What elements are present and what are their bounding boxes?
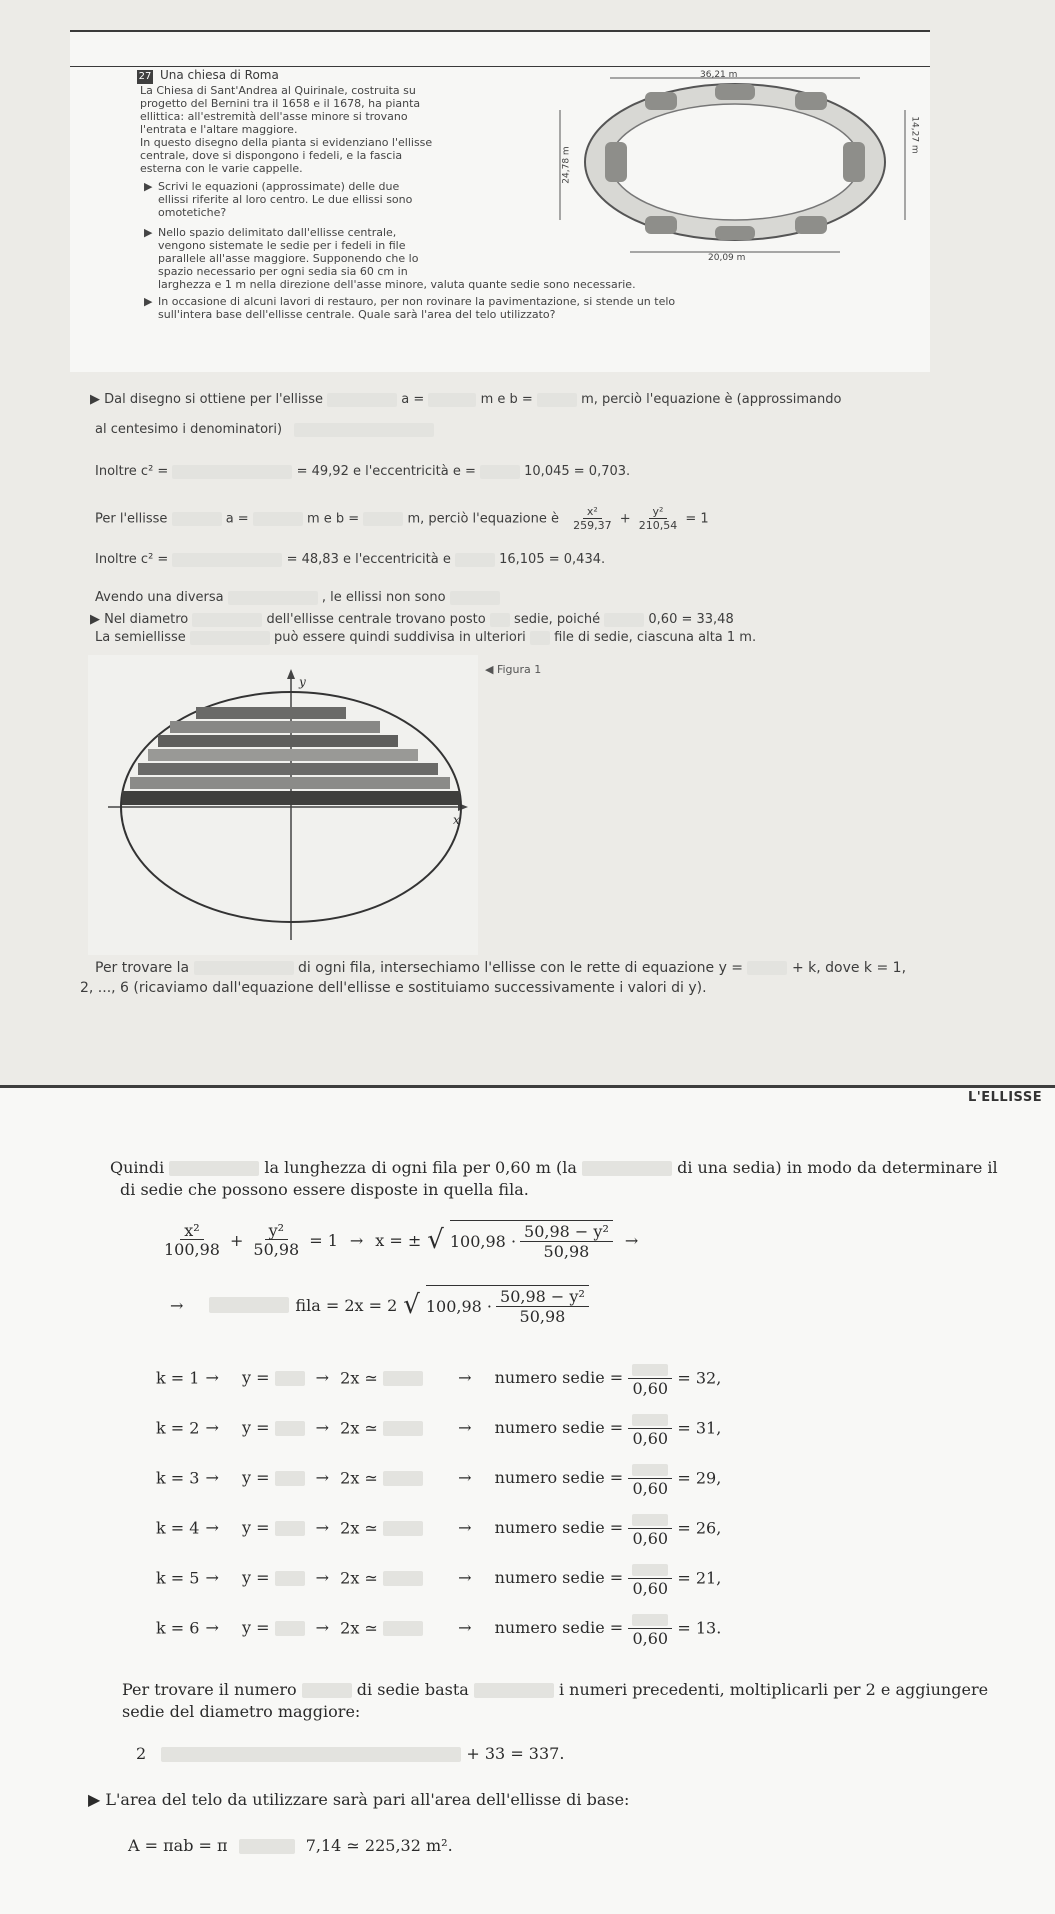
sum-line [136,1744,564,1763]
blank-field [632,1464,668,1476]
blank-field [228,591,318,605]
solution-text: m e b = [480,392,533,407]
seats-label: numero sedie = [494,1518,624,1538]
plan-dimension-right: 14,27 m [909,116,920,154]
arrow-icon: → [205,1618,219,1638]
fraction: $\frac{\text{y²}}{50,98}$ [253,1220,300,1260]
fraction: $\frac{\text{x²}}{100,98}$ [164,1220,220,1260]
k-value: k = 5 [156,1568,200,1588]
x-label: 2x ≃ [340,1468,378,1488]
question-line: parallele all'asse maggiore. Supponendo che lo [158,252,419,265]
k-value: k = 1 [156,1368,200,1388]
solution-text: di una sedia) in modo da determinare il [677,1158,998,1177]
solution-line [122,1680,988,1699]
y-axis-label: y [299,675,306,689]
seats-label: numero sedie = [494,1568,624,1588]
blank-field [450,591,500,605]
intro-line: centrale, dove si dispongono i fedeli, e la fascia [140,149,403,162]
seats-label: numero sedie = [494,1418,624,1438]
blank-field [632,1414,668,1426]
blank-field [604,613,644,627]
y-label: y = [241,1618,270,1638]
plan-dimension-bottom: 20,09 m [708,253,746,263]
question-line: omotetiche? [158,206,227,219]
blank-field [169,1161,259,1176]
top-rule [70,66,930,67]
question-line: Scrivi le equazioni (approssimate) delle due [158,180,400,193]
equation-text: 2 [136,1744,147,1763]
arrow-icon: → [458,1518,472,1538]
y-label: y = [241,1468,270,1488]
equation-text: = 1 [309,1230,338,1250]
arrow-icon: → [315,1568,330,1588]
intro-line: l'entrata e l'altare maggiore. [140,123,298,136]
seats-result: = 32, [677,1368,722,1388]
question-line: Nello spazio delimitato dall'ellisse centrale, [158,226,397,239]
fraction: 0,60 [628,1510,672,1548]
blank-field [172,465,292,479]
arrow-icon: → [170,1295,184,1315]
blank-field [239,1839,295,1854]
row-length-equation [170,1285,589,1326]
solution-text: m, perciò l'equazione è [407,511,559,527]
solution-line [95,552,605,567]
solution-text: Per trovare il numero [122,1680,297,1699]
blank-field [327,393,397,407]
fraction: 0,60 [628,1460,672,1498]
blank-field [383,1571,423,1586]
intro-line: In questo disegno della pianta si evidenziano l'ellisse [140,136,433,149]
solution-text: L'area del telo da utilizzare sarà pari all'area dell'ellisse di base: [105,1790,630,1809]
arrow-icon: → [624,1230,639,1250]
solution-text: = 48,83 e l'eccentricità e [286,552,451,567]
arrow-icon: → [315,1468,330,1488]
arrow-icon: → [205,1568,219,1588]
solution-text: Dal disegno si ottiene per l'ellisse [104,392,324,407]
fraction: 0,60 [628,1610,672,1648]
y-label: y = [241,1418,270,1438]
row-k5 [156,1560,721,1598]
solution-text: Inoltre c² = [95,464,169,479]
blank-field [383,1521,423,1536]
blank-field [530,631,550,645]
solution-text: può essere quindi suddivisa in ulteriori [274,630,526,645]
y-label: y = [241,1518,270,1538]
solution-text: di sedie basta [356,1680,469,1699]
k-value: k = 2 [156,1418,200,1438]
blank-field [632,1364,668,1376]
equation-text: x = ± [375,1230,422,1250]
blank-field [194,961,294,975]
blank-field [480,465,520,479]
x-label: 2x ≃ [340,1368,378,1388]
arrow-icon: → [315,1618,330,1638]
solution-text: m, perciò l'equazione è (approssimando [581,392,842,407]
solution-text: = 0,703. [573,464,631,479]
row-k3 [156,1460,721,1498]
blank-field [172,512,222,526]
fraction: 0,60 [628,1360,672,1398]
solution-text: Avendo una diversa [95,590,224,605]
blank-field [383,1421,423,1436]
blank-field [363,512,403,526]
figure-1 [88,655,478,955]
equation-text: 7,14 ≃ 225,32 m². [305,1836,453,1855]
solution-line [80,980,707,996]
blank-field [383,1621,423,1636]
bullet-icon: ▶ [144,180,153,193]
figure-caption: Figura 1 [496,663,542,676]
solution-text: al centesimo i denominatori) [95,422,283,437]
intro-line: La Chiesa di Sant'Andrea al Quirinale, costruita su [140,84,416,97]
solution-text: file di sedie, ciascuna alta 1 m. [554,630,757,645]
equation-text: + 33 = 337. [466,1744,565,1763]
blank-field [747,961,787,975]
row-k2 [156,1410,721,1448]
root-content [426,1285,589,1326]
solution-text: sedie, poiché [514,612,601,627]
solution-text: Inoltre c² = [95,552,169,567]
arrow-icon: → [205,1518,219,1538]
solution-line [88,1790,629,1809]
church-plan-drawing [550,70,920,260]
row-k1 [156,1360,721,1398]
fraction: $\frac{\text{50,98 − y²}}{50,98}$ [496,1288,589,1326]
k-value: k = 3 [156,1468,200,1488]
arrow-icon: → [349,1230,364,1250]
arrow-icon: → [458,1568,472,1588]
blank-field [302,1683,352,1698]
equation-text: 100,98 · [425,1297,493,1317]
arrow-icon: → [458,1618,472,1638]
blank-field [275,1371,305,1386]
arrow-icon: → [315,1368,330,1388]
seats-result: = 13. [677,1618,722,1638]
arrow-icon: → [315,1418,330,1438]
solution-line: sedie del diametro maggiore: [122,1702,361,1721]
x-label: 2x ≃ [340,1618,378,1638]
solution-text: Nel diametro [104,612,189,627]
k-value: k = 4 [156,1518,200,1538]
plan-dimension-top: 36,21 m [700,70,738,80]
solution-text: , le ellissi non sono [321,590,446,605]
solution-text: = 49,92 e l'eccentricità e = [296,464,476,479]
arrow-icon: → [458,1468,472,1488]
arrow-icon: → [205,1368,219,1388]
fraction: $\frac{\text{x²}}{259,37}$ [573,505,612,533]
seats-result: = 21, [677,1568,722,1588]
solution-text: Per l'ellisse [95,511,168,527]
blank-field [253,512,303,526]
arrow-icon: → [205,1418,219,1438]
bullet-icon: ▶ [144,295,153,308]
solution-text: m e b = [306,511,360,527]
blank-field [383,1471,423,1486]
solution-text: dell'ellisse centrale trovano posto [266,612,486,627]
question-line: sull'intera base dell'ellisse centrale. Quale sarà l'area del telo utilizzato? [158,308,556,321]
blank-field [275,1421,305,1436]
exercise-heading: Una chiesa di Roma [160,68,279,82]
solution-line [95,464,630,479]
blank-field [490,613,510,627]
x-label: 2x ≃ [340,1568,378,1588]
arrow-icon: → [458,1368,472,1388]
question-line: In occasione di alcuni lavori di restauro, per non rovinare la pavimentazione, si stende un telo [158,295,676,308]
solution-line [95,422,434,437]
fraction: $\frac{\text{50,98 − y²}}{50,98}$ [520,1223,613,1261]
sqrt-icon: √ [427,1225,444,1256]
blank-field [190,631,270,645]
solution-line [95,630,756,645]
plan-dimension-left: 24,78 m [561,146,572,184]
blank-field [428,393,476,407]
solution-line [95,960,906,976]
equation-text: A = πab = π [128,1836,228,1855]
row-k6 [156,1610,721,1648]
intro-line: progetto del Bernini tra il 1658 e il 1678, ha pianta [140,97,421,110]
blank-field [275,1621,305,1636]
bullet-icon: ▶ [90,612,105,627]
question-line: ellissi riferite al loro centro. Le due ellissi sono [158,193,413,206]
seats-label: numero sedie = [494,1368,624,1388]
blank-field [455,553,495,567]
exercise-number-badge: 27 [138,71,152,82]
solution-text: 0,60 = 33,48 [648,612,734,627]
blank-field [209,1297,289,1313]
solution-text: La semiellisse [95,630,186,645]
blank-field [632,1614,668,1626]
solution-text: a = [225,511,249,527]
seats-label: numero sedie = [494,1468,624,1488]
section-title: L'ELLISSE [968,1090,1043,1105]
blank-field [383,1371,423,1386]
blank-field [192,613,262,627]
bullet-icon: ▶ [88,1790,106,1809]
bullet-icon: ▶ [90,392,105,407]
solution-text: Per trovare la [95,960,190,976]
solution-text: la lunghezza di ogni fila per 0,60 m (la [264,1158,577,1177]
ellipse-equation: $\frac{\text{x²}}{100,98}$ + $\frac{\text{y²}}{50,98}$ = 1 → x = ± √ 100,98 · $\frac{\text{50,98 − y²}}{50,98}$ → [160,1220,644,1261]
blank-field [582,1161,672,1176]
blank-field [275,1471,305,1486]
solution-line [95,590,500,605]
question-line: spazio necessario per ogni sedia sia 60 cm in [158,265,408,278]
equation-text: fila = 2x = 2 [295,1295,398,1315]
solution-text: 16,105 [499,552,545,567]
fraction: 0,60 [628,1560,672,1598]
arrow-icon: → [458,1418,472,1438]
solution-line [90,612,734,627]
root-content [450,1220,613,1261]
blank-equation [294,423,434,437]
blank-field [275,1571,305,1586]
bullet-icon: ▶ [144,226,153,239]
blank-field [161,1747,461,1762]
solution-text: 2, ..., 6 (ricaviamo [80,980,208,996]
solution-line: Per l'ellisse a = m e b = m, perciò l'equazione è $\frac{\text{x²}}{259,37}$ + $\frac{\text{y²}}{210,54}$ = 1 [95,505,709,533]
solution-text: a = [401,392,425,407]
solution-line [90,392,841,407]
blank-field [537,393,577,407]
solution-text: Quindi [110,1158,165,1177]
seats-result: = 26, [677,1518,722,1538]
k-value: k = 6 [156,1618,200,1638]
fraction: $\frac{\text{y²}}{210,54}$ [638,505,678,533]
seats-result: = 31, [677,1418,722,1438]
x-axis-label: x [453,813,460,827]
x-label: 2x ≃ [340,1518,378,1538]
seats-result: = 29, [677,1468,722,1488]
figure-label: ◀ Figura 1 [485,663,542,676]
intro-line: ellittica: all'estremità dell'asse minore si trovano [140,110,408,123]
row-k4 [156,1510,721,1548]
sqrt-icon: √ [403,1290,420,1321]
solution-text: 10,045 [524,464,570,479]
equation-text: 100,98 · [449,1232,517,1252]
solution-text: i numeri precedenti, moltiplicarli per 2 e aggiungere [558,1680,989,1699]
blank-field [172,553,282,567]
ellipse-seating-diagram [88,655,478,955]
solution-text: + k, dove k = 1, [791,960,907,976]
blank-field [632,1564,668,1576]
x-label: 2x ≃ [340,1418,378,1438]
fraction: 0,60 [628,1410,672,1448]
seats-label: numero sedie = [494,1618,624,1638]
area-equation [128,1836,453,1855]
solution-line: di sedie che possono essere disposte in quella fila. [120,1180,529,1199]
arrow-icon: → [205,1468,219,1488]
intro-line: esterna con le varie cappelle. [140,162,303,175]
solution-text: dall'equazione dell'ellisse e sostituiamo successivamente i valori di y). [212,980,707,996]
solution-line [110,1158,998,1177]
y-label: y = [241,1568,270,1588]
question-line: vengono sistemate le sedie per i fedeli in file [158,239,406,252]
y-label: y = [241,1368,270,1388]
blank-field [632,1514,668,1526]
solution-text: di ogni fila, intersechiamo l'ellisse con le rette di equazione y = [298,960,744,976]
blank-field [474,1683,554,1698]
blank-field [275,1521,305,1536]
arrow-icon: → [315,1518,330,1538]
solution-text: = 0,434. [548,552,606,567]
question-line: larghezza e 1 m nella direzione dell'asse minore, valuta quante sedie sono necessarie. [158,278,636,291]
